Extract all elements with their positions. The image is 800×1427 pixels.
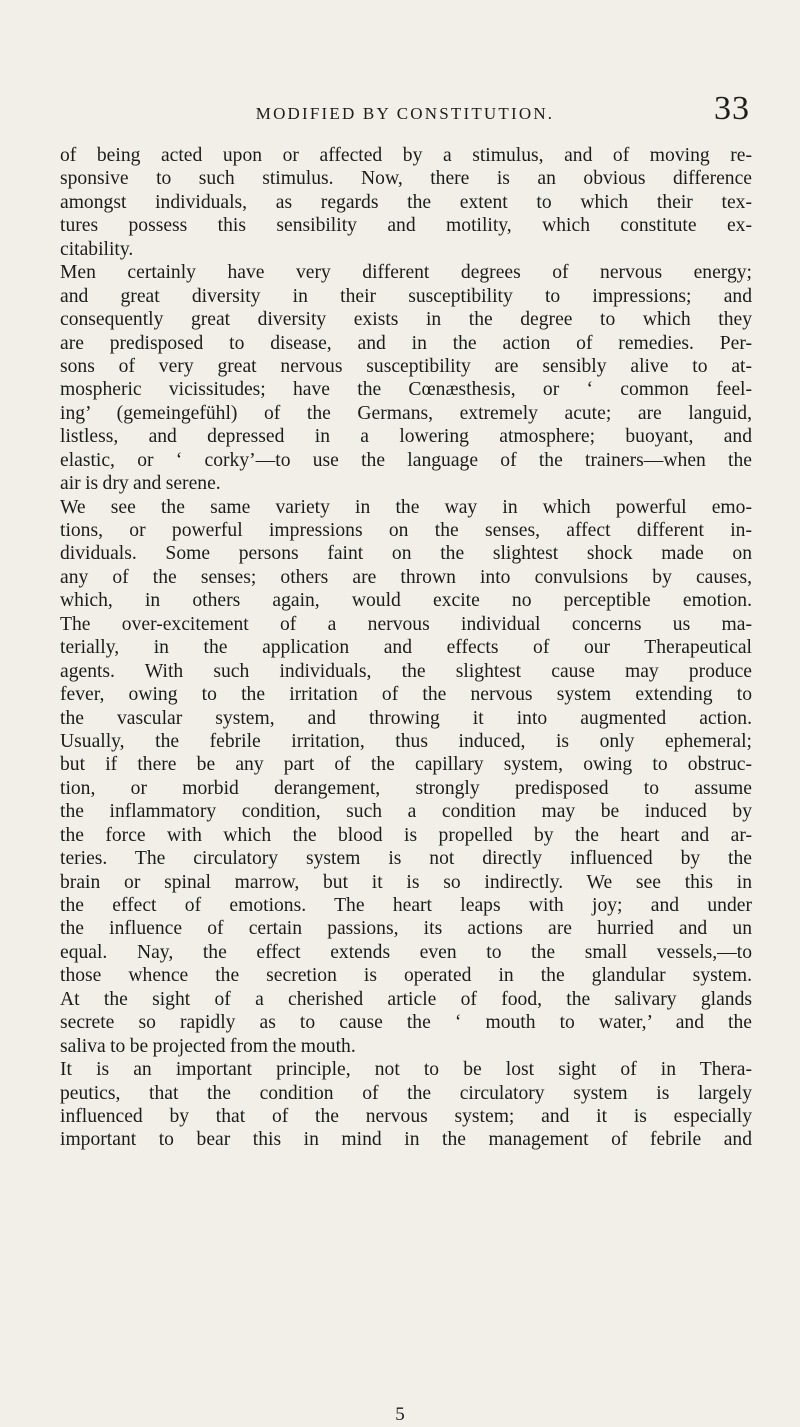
text-line: At the sight of a cherished article of food, the salivary glands: [60, 988, 752, 1010]
text-line: secrete so rapidly as to cause the ‘ mouth to water,’ and the: [60, 1012, 752, 1034]
text-line: which, in others again, would excite no perceptible emotion.: [60, 590, 752, 612]
text-line: and great diversity in their susceptibility to impressions; and: [60, 285, 752, 307]
text-line: elastic, or ‘ corky’—to use the language of the trainers—when the: [60, 449, 752, 471]
text-line: ing’ (gemeingefühl) of the Germans, extremely acute; are languid,: [60, 402, 752, 424]
text-line: The over-excitement of a nervous individual concerns us ma-: [60, 613, 752, 635]
text-line: peutics, that the condition of the circulatory system is largely: [60, 1082, 752, 1104]
text-line: terially, in the application and effects of our Therapeutical: [60, 637, 752, 659]
text-line: tion, or morbid derangement, strongly predisposed to assume: [60, 777, 752, 799]
running-head: [60, 88, 750, 128]
text-line: those whence the secretion is operated in the glandular system.: [60, 965, 752, 987]
running-title: MODIFIED BY CONSTITUTION.: [255, 104, 555, 123]
text-line: amongst individuals, as regards the extent to which their tex-: [60, 191, 752, 213]
text-line: but if there be any part of the capillary system, owing to obstruc-: [60, 754, 752, 776]
page-number: 33: [714, 90, 750, 127]
text-line: the vascular system, and throwing it into augmented action.: [60, 707, 752, 729]
text-line: agents. With such individuals, the slightest cause may produce: [60, 660, 752, 682]
text-line: consequently great diversity exists in the degree to which they: [60, 309, 752, 331]
text-line: equal. Nay, the effect extends even to the small vessels,—to: [60, 941, 752, 963]
text-line: influenced by that of the nervous system; and it is especially: [60, 1105, 752, 1127]
text-line: Men certainly have very different degrees of nervous energy;: [60, 262, 752, 284]
text-line: sponsive to such stimulus. Now, there is an obvious difference: [60, 168, 752, 190]
text-line: saliva to be projected from the mouth.: [60, 1035, 356, 1057]
body-text: [60, 144, 752, 1152]
text-line: dividuals. Some persons faint on the slightest shock made on: [60, 543, 752, 565]
signature-mark: 5: [395, 1404, 405, 1425]
text-line: It is an important principle, not to be lost sight of in Thera-: [60, 1059, 752, 1081]
text-line: the force with which the blood is propelled by the heart and ar-: [60, 824, 752, 846]
text-line: are predisposed to disease, and in the action of remedies. Per-: [60, 332, 752, 354]
text-line: of being acted upon or affected by a stimulus, and of moving re-: [60, 145, 752, 166]
text-line: the effect of emotions. The heart leaps with joy; and under: [60, 895, 752, 916]
text-line: fever, owing to the irritation of the nervous system extending to: [60, 684, 752, 706]
text-line: sons of very great nervous susceptibility are sensibly alive to at-: [60, 355, 752, 377]
text-line: tions, or powerful impressions on the senses, affect different in-: [60, 520, 752, 541]
text-line: mospheric vicissitudes; have the Cœnæsthesis, or ‘ common feel-: [60, 379, 752, 401]
text-line: Usually, the febrile irritation, thus induced, is only ephemeral;: [60, 730, 752, 752]
text-line: any of the senses; others are thrown into convulsions by causes,: [60, 566, 752, 588]
text-line: tures possess this sensibility and motility, which constitute ex-: [60, 215, 752, 237]
text-line: teries. The circulatory system is not directly influenced by the: [60, 848, 752, 870]
text-line: air is dry and serene.: [60, 473, 221, 495]
text-line: important to bear this in mind in the management of febrile and: [60, 1129, 752, 1151]
text-line: the influence of certain passions, its actions are hurried and un: [60, 918, 752, 940]
text-line: brain or spinal marrow, but it is so indirectly. We see this in: [60, 871, 752, 893]
text-line: listless, and depressed in a lowering atmosphere; buoyant, and: [60, 426, 752, 448]
text-line: We see the same variety in the way in which powerful emo-: [60, 496, 752, 518]
text-line: citability.: [60, 238, 134, 260]
text-line: the inflammatory condition, such a condition may be induced by: [60, 801, 752, 823]
